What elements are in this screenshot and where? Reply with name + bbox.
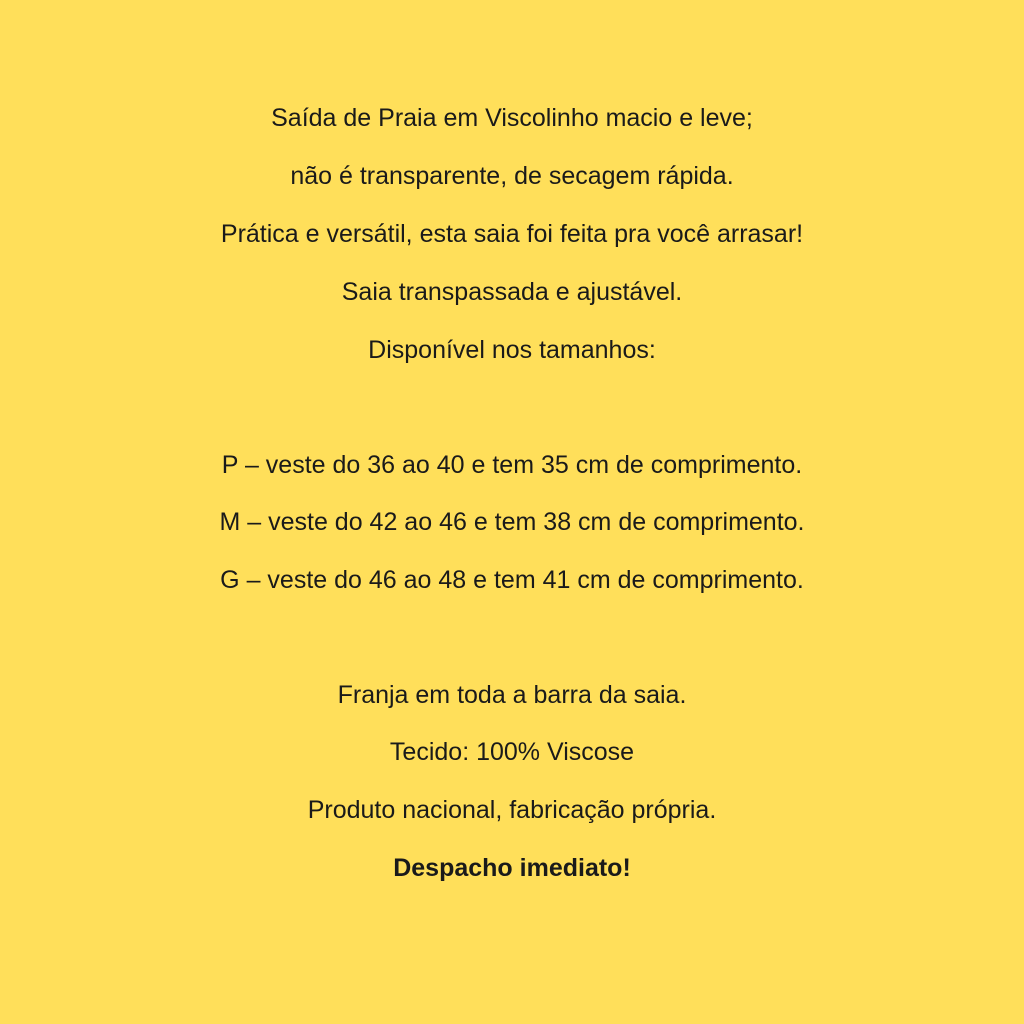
intro-line-1: Saída de Praia em Viscolinho macio e leve; <box>271 104 753 132</box>
shipping-note: Despacho imediato! <box>393 854 631 882</box>
size-m-line: M – veste do 42 ao 46 e tem 38 cm de comprimento. <box>219 508 805 536</box>
fabric-detail: Tecido: 100% Viscose <box>389 738 635 766</box>
intro-line-3: Prática e versátil, esta saia foi feita pra você arrasar! <box>220 220 804 248</box>
fringe-detail: Franja em toda a barra da saia. <box>337 681 687 709</box>
size-p-line: P – veste do 36 ao 40 e tem 35 cm de comprimento. <box>221 451 803 479</box>
intro-line-2: não é transparente, de secagem rápida. <box>290 162 734 190</box>
size-g-line: G – veste do 46 ao 48 e tem 41 cm de comprimento. <box>220 566 804 594</box>
origin-detail: Produto nacional, fabricação própria. <box>307 796 717 824</box>
sizes-heading: Disponível nos tamanhos: <box>368 336 656 364</box>
intro-line-4: Saia transpassada e ajustável. <box>341 278 683 306</box>
